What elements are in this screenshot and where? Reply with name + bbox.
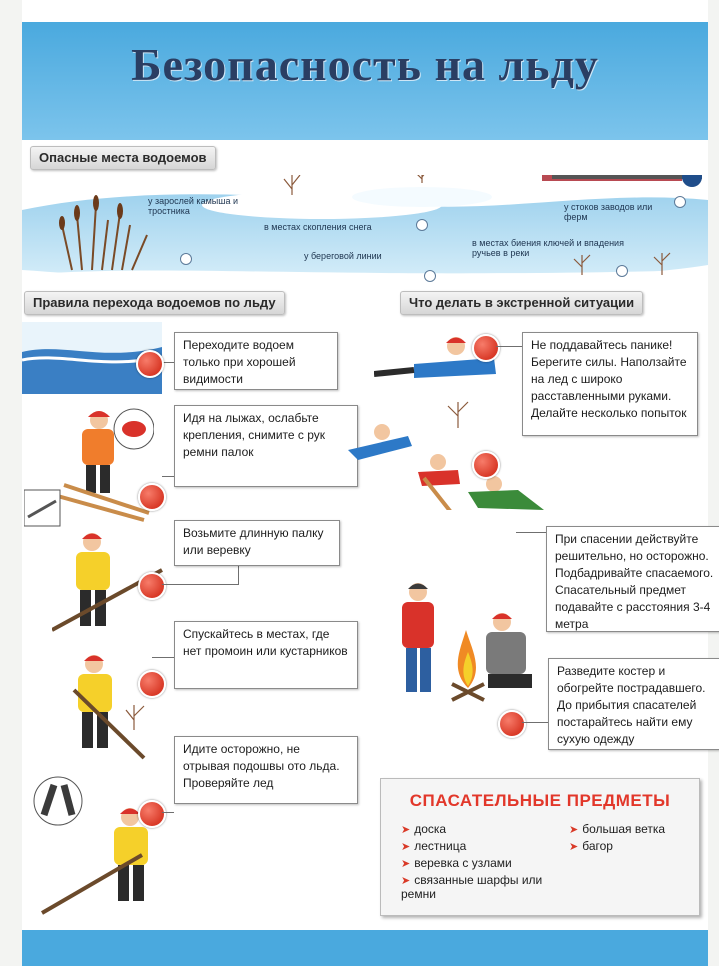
rule-4-marker xyxy=(138,670,166,698)
rules-heading: Правила перехода водоемов по льду xyxy=(24,291,285,315)
connector xyxy=(162,584,238,585)
connector xyxy=(162,476,174,477)
rescue-item-label: веревка с узлами xyxy=(414,856,512,870)
poster xyxy=(22,0,714,966)
arrow-icon: ➤ xyxy=(569,841,579,853)
rule-5-marker xyxy=(138,800,166,828)
emergency-1-marker xyxy=(472,334,500,362)
factories-marker xyxy=(674,196,686,208)
rule-2-marker xyxy=(138,483,166,511)
emergency-2-text: При спасении действуйте решительно, но осторожно. Подбадривайте спасаемого. Спасательный предмет подавайте с расстояния 3-4 метра xyxy=(546,526,719,632)
rule-3-text: Возьмите длинную палку или веревку xyxy=(174,520,340,566)
shore-marker xyxy=(424,270,436,282)
rescue-item-label: доска xyxy=(414,822,447,836)
snow-marker xyxy=(416,219,428,231)
campfire-illustration xyxy=(380,580,550,710)
person-walking-on-ice-illustration xyxy=(32,775,162,915)
rule-3-marker xyxy=(138,572,166,600)
dangerous-places-heading: Опасные места водоемов xyxy=(30,146,216,170)
emergency-3-text: Разведите костер и обогрейте пострадавшего. До прибытия спасателей постарайтесь найти ему сухую одежду xyxy=(548,658,719,750)
shore-label: у береговой линии xyxy=(304,251,382,261)
arrow-icon: ➤ xyxy=(401,824,411,836)
connector xyxy=(238,566,239,585)
connector xyxy=(152,657,174,658)
rescue-on-ice-illustration xyxy=(348,400,548,510)
bottom-band xyxy=(22,930,708,966)
reeds-label: у зарослей камыша и тростника xyxy=(148,196,238,216)
person-descending-illustration xyxy=(34,650,154,760)
arrow-icon: ➤ xyxy=(569,824,579,836)
factories-label: у стоков заводов или ферм xyxy=(564,202,653,222)
rescue-item xyxy=(401,840,466,854)
connector xyxy=(496,346,522,347)
arrow-icon: ➤ xyxy=(401,858,411,870)
reeds-marker xyxy=(180,253,192,265)
emergency-heading: Что делать в экстренной ситуации xyxy=(400,291,643,315)
rule-1-text: Переходите водоем только при хорошей видимости xyxy=(174,332,338,390)
arrow-icon: ➤ xyxy=(401,841,411,853)
rule-5-text: Идите осторожно, не отрывая подошвы ото льда. Проверяйте лед xyxy=(174,736,358,804)
rule-2-text: Идя на лыжах, ослабьте крепления, снимите с рук ремни палок xyxy=(174,405,358,487)
arrow-icon: ➤ xyxy=(401,875,411,887)
rescue-items-heading: СПАСАТЕЛЬНЫЕ ПРЕДМЕТЫ xyxy=(409,791,671,810)
rule-1-marker xyxy=(136,350,164,378)
rescue-item xyxy=(569,840,613,854)
page-title: Безопасность на льду xyxy=(131,39,599,90)
connector xyxy=(516,532,546,533)
rescue-item xyxy=(401,874,551,901)
winter-landscape-illustration xyxy=(22,175,708,290)
rescue-items-card xyxy=(380,778,700,916)
factory-icon xyxy=(542,175,702,187)
springs-label: в местах биения ключей и впадения ручьев в реки xyxy=(472,238,624,258)
rescue-item xyxy=(401,823,446,837)
rescue-item-label: большая ветка xyxy=(582,822,666,836)
skier-illustration xyxy=(24,405,154,530)
rescue-item-label: лестница xyxy=(414,839,467,853)
connector xyxy=(162,812,174,813)
emergency-1-text: Не поддавайтесь панике! Берегите силы. Наползайте на лед с широко расставленными руками. Делайте несколько попыток xyxy=(522,332,698,436)
emergency-3-marker xyxy=(498,710,526,738)
rule-4-text: Спускайтесь в местах, где нет промоин или кустарников xyxy=(174,621,358,689)
rescue-item-label: багор xyxy=(582,839,613,853)
rescue-item-label: связанные шарфы или ремни xyxy=(401,873,543,901)
rescue-item xyxy=(401,857,512,871)
snow-label: в местах скопления снега xyxy=(264,222,372,232)
rescue-item xyxy=(569,823,665,837)
emergency-2-marker xyxy=(472,451,500,479)
connector xyxy=(522,722,548,723)
springs-marker xyxy=(616,265,628,277)
